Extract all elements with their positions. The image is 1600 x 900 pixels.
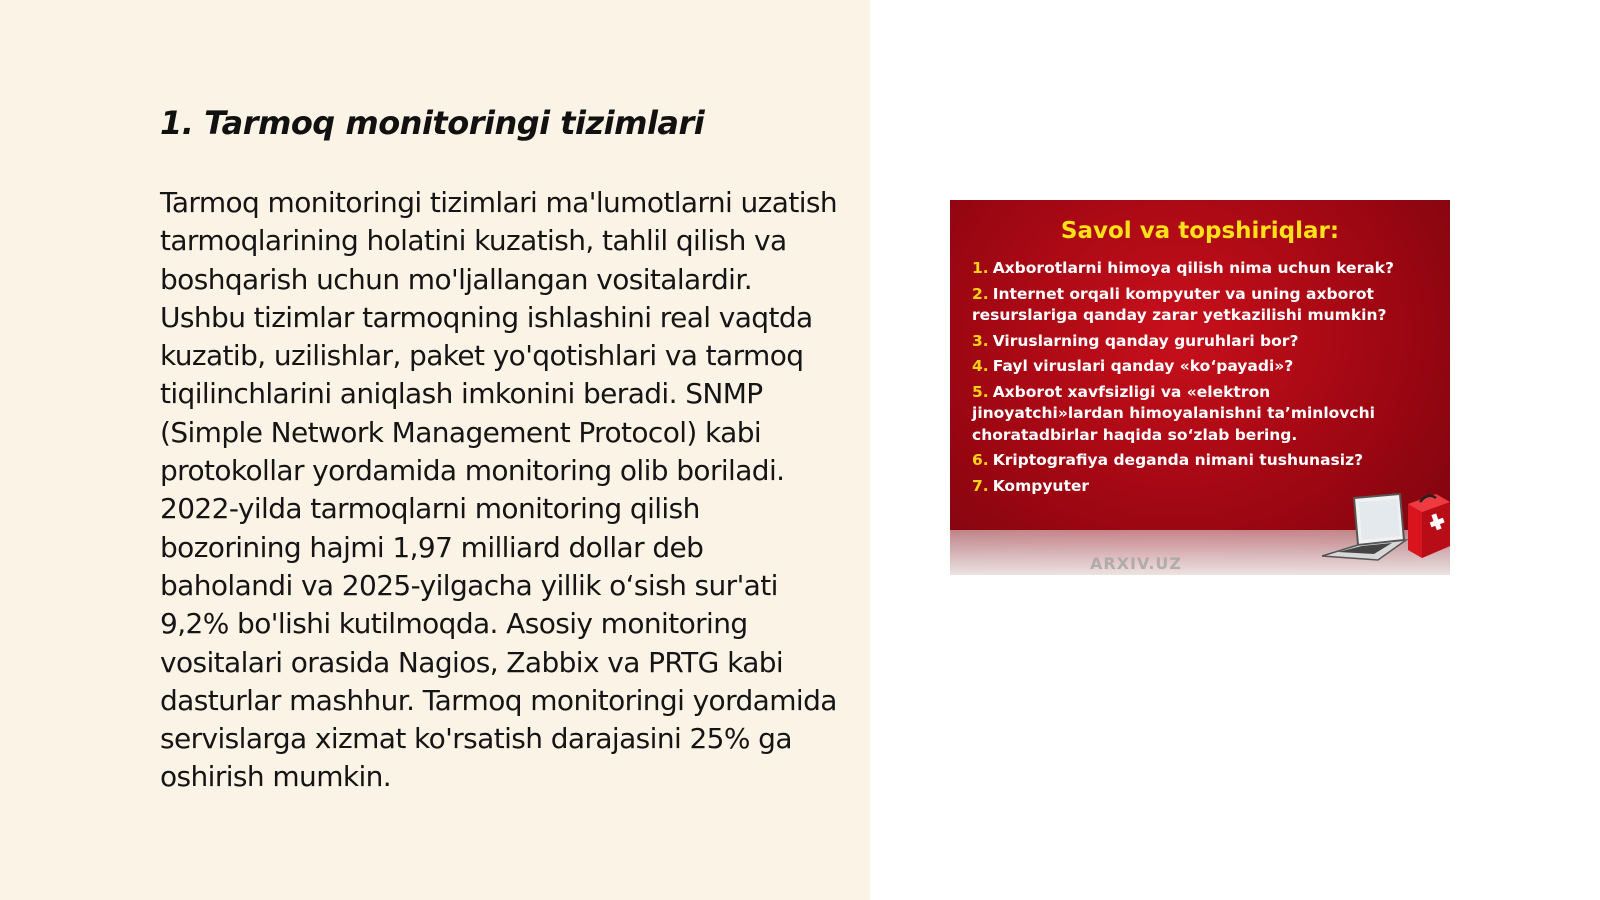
question-text: Axborot xavfsizligi va «elektron jinoyatchi»lardan himoyalanishni ta’minlovchi choratadbirlar haqida so‘zlab bering. [972,382,1375,444]
list-item [972,382,1417,447]
list-item [972,331,1417,353]
question-number: 6. [972,451,989,469]
question-text: Fayl viruslari qanday «ko‘payadi»? [992,357,1294,375]
question-number: 2. [972,284,989,303]
slide-title: 1. Tarmoq monitoringi tizimlari [160,104,705,142]
image-heading: Savol va topshiriqlar: [1060,218,1340,244]
question-number: 5. [972,382,989,401]
question-number: 4. [972,357,989,375]
question-text: Axborotlarni himoya qilish nima uchun kerak? [992,259,1394,277]
question-text: Kompyuter [992,476,1090,495]
watermark-text: ARXIV.UZ [1090,554,1182,573]
question-number: 7. [972,476,989,495]
list-item [972,284,1417,327]
list-item [972,450,1417,472]
questions-list [972,258,1417,501]
question-number: 1. [972,259,989,277]
slide-body-text: Tarmoq monitoringi tizimlari ma'lumotlarni uzatish tarmoqlarining holatini kuzatish, tahlil qilish va boshqarish uchun mo'ljallangan vositalardir. Ushbu tizimlar tarmoqning ishlashini real vaqtda kuzatib, uzilishlar, paket yo'qotishlari va tarmoq tiqilinchlarini aniqlash imkonini beradi. SNMP (Simple Network Management Protocol) kabi protokollar yordamida monitoring olib boriladi. 2022-yilda tarmoqlarni monitoring qilish bozorining hajmi 1,97 milliard dollar deb baholandi va 2025-yilgacha yillik o‘sish sur'ati 9,2% bo'lishi kutilmoqda. Asosiy monitoring vositalari orasida Nagios, Zabbix va PRTG kabi dasturlar mashhur. Tarmoq monitoringi yordamida servislarga xizmat ko'rsatish darajasini 25% ga oshirish mumkin. [160,186,838,794]
question-number: 3. [972,331,989,350]
laptop-first-aid-icon [1318,490,1450,575]
questions-image [950,200,1450,575]
question-text: Kriptografiya deganda nimani tushunasiz? [992,451,1364,469]
list-item [972,258,1417,280]
question-text: Internet orqali kompyuter va uning axborot resurslariga qanday zarar yetkazilishi mumkin? [972,284,1387,324]
question-text: Viruslarning qanday guruhlari bor? [992,331,1299,350]
list-item [972,356,1417,378]
